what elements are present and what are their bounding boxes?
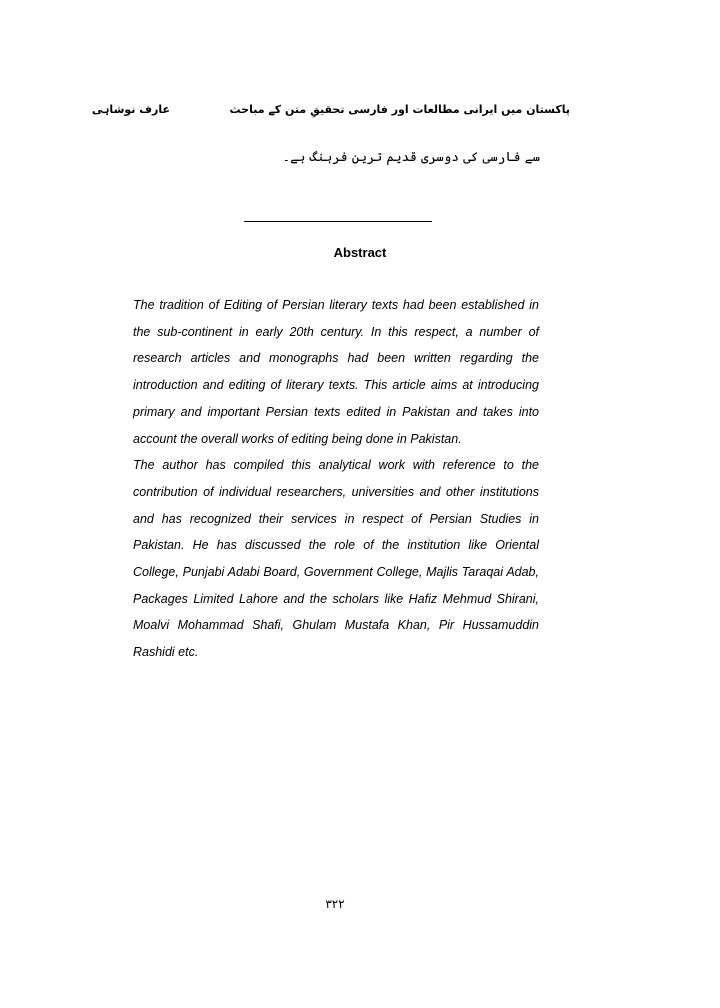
running-header-author: عارف نوشاہی — [91, 103, 170, 116]
abstract-paragraph-2: The author has compiled this analytical work with reference to the contribution of individual researchers, universities and other institutions and has recognized their services in respect of Persian Studies in Pakistan. He has discussed the role of the institution like Oriental College, Punjabi Adabi Board, Government College, Majlis Taraqai Adab, Packages Limited Lahore and the scholars like Hafiz Mehmud Shirani, Moalvi Mohammad Shafi, Ghulam Mustafa Khan, Pir Hussamuddin Rashidi etc. — [133, 458, 539, 660]
abstract-heading: Abstract — [333, 245, 387, 260]
urdu-text-line: سے فارسی کی دوسری قدیم ترین فرہنگ ہے۔ — [282, 150, 540, 165]
page-number: ۳۲۲ — [325, 897, 345, 911]
running-header-title: پاکستان میں ایرانی مطالعات اور فارسی تحقیقِ متن کے مباحث — [229, 103, 570, 116]
abstract-paragraph-1: The tradition of Editing of Persian literary texts had been established in the sub-continent in early 20th century. In this respect, a number of research articles and monographs had been written regarding the introduction and editing of literary texts. This article aims at introducing primary and important Persian texts edited in Pakistan and takes into account the overall works of editing being done in Pakistan. — [133, 298, 539, 446]
section-divider — [244, 221, 432, 222]
abstract-body — [133, 292, 539, 666]
